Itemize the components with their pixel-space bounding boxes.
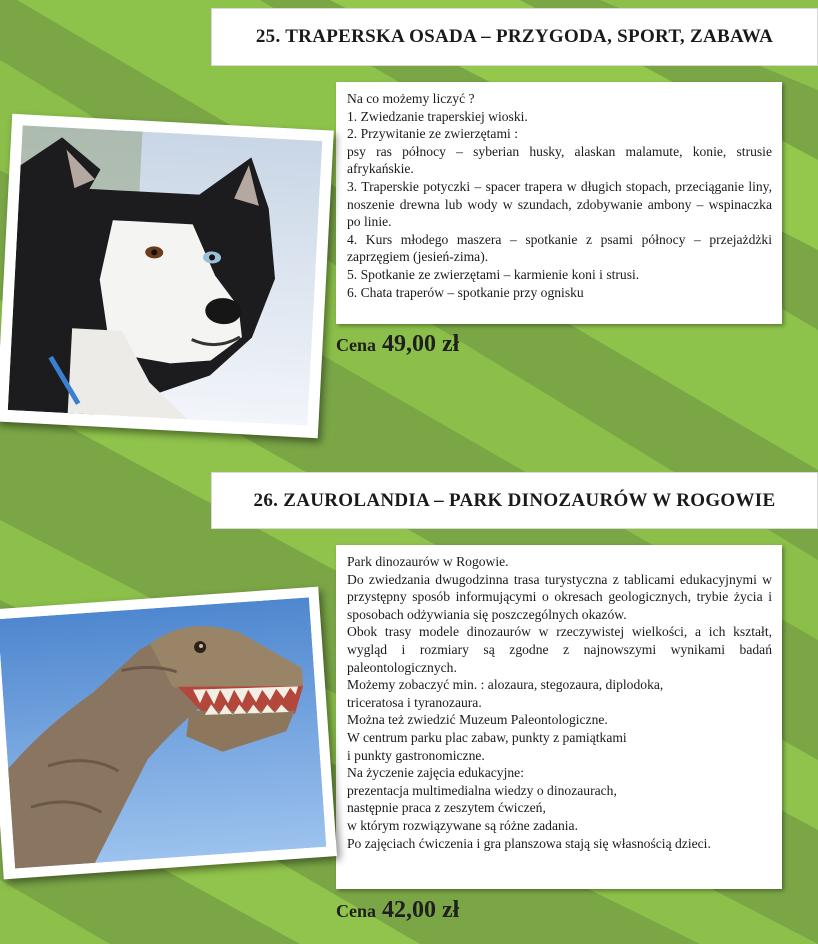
section-1-line: 4. Kurs młodego maszera – spotkanie z psami północy – przejażdżki zaprzęgiem (jesień-zima). bbox=[347, 231, 772, 265]
section-1-title-text: 25. TRAPERSKA OSADA – PRZYGODA, SPORT, ZABAWA bbox=[255, 26, 774, 47]
section-1-line: 5. Spotkanie ze zwierzętami – karmienie koni i strusi. bbox=[347, 266, 640, 282]
section-2-line: w którym rozwiązywane są różne zadania. bbox=[347, 817, 578, 833]
section-2-line: Po zajęciach ćwiczenia i gra planszowa stają się własnością dzieci. bbox=[347, 835, 711, 851]
section-2-title-text: 26. ZAUROLANDIA – PARK DINOZAURÓW W ROGOWIE bbox=[253, 489, 776, 511]
section-2-line: Można też zwiedzić Muzeum Paleontologiczne. bbox=[347, 712, 608, 728]
section-1-line: 3. Traperskie potyczki – spacer trapera w długich stopach, przeciąganie liny, noszenie drewna lub wody w szundach, zdobywanie ambony – wspinaczka po linie. bbox=[347, 178, 772, 230]
price-value: 42,00 zł bbox=[382, 897, 460, 923]
section-2-line: Do zwiedzania dwugodzinna trasa turystyczna z tablicami edukacyjnymi w przystępny sposób informującymi o okresach geologicznych, trybie życia i sposobach odżywiania się poszczególnych okazów. bbox=[347, 571, 772, 622]
section-1-description bbox=[336, 82, 782, 324]
section-1-line: psy ras północy – syberian husky, alaskan malamute, konie, strusie afrykańskie. bbox=[347, 143, 772, 177]
section-2-line: Możemy zobaczyć min. : alozaura, stegozaura, diplodoka, bbox=[347, 677, 664, 693]
section-2-line: i punkty gastronomiczne. bbox=[347, 747, 485, 763]
price-value: 49,00 zł bbox=[382, 331, 460, 357]
husky-photo bbox=[0, 114, 334, 438]
section-1-title bbox=[211, 8, 818, 66]
section-2-line: Obok trasy modele dinozaurów w rzeczywistej wielkości, a ich kształt, wygląd i rozmiary są zgodne z najnowszymi wynikami badań paleontologicznych. bbox=[347, 624, 772, 675]
section-2-title bbox=[211, 472, 818, 529]
price-label: Cena bbox=[336, 901, 376, 921]
section-1-line: Na co możemy liczyć ? bbox=[347, 91, 475, 106]
husky-image bbox=[8, 125, 323, 425]
section-1-line: 6. Chata traperów – spotkanie przy ognisku bbox=[347, 284, 584, 300]
section-2-line: następnie praca z zeszytem ćwiczeń, bbox=[347, 800, 546, 816]
dinosaur-photo bbox=[0, 587, 337, 880]
section-2-price bbox=[336, 897, 459, 924]
section-1-line: 2. Przywitanie ze zwierzętami : bbox=[347, 126, 518, 142]
section-2-line: W centrum parku plac zabaw, punkty z pamiątkami bbox=[347, 729, 627, 745]
section-2-description bbox=[336, 545, 782, 889]
section-2-line: Park dinozaurów w Rogowie. bbox=[347, 554, 509, 569]
section-1-price bbox=[336, 331, 459, 358]
section-2-line: prezentacja multimedialna wiedzy o dinozaurach, bbox=[347, 782, 617, 798]
dinosaur-image bbox=[0, 597, 326, 868]
section-2-line: triceratosa i tyranozaura. bbox=[347, 694, 482, 710]
section-1-line: 1. Zwiedzanie traperskiej wioski. bbox=[347, 108, 528, 124]
section-2-line: Na życzenie zajęcia edukacyjne: bbox=[347, 765, 524, 781]
price-label: Cena bbox=[336, 335, 376, 355]
